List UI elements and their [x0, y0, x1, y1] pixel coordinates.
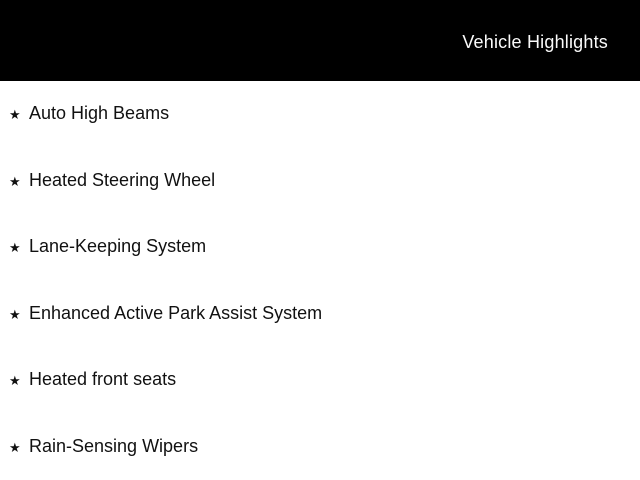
list-item — [0, 81, 640, 148]
list-item-label: Rain-Sensing Wipers — [29, 435, 199, 456]
star-icon: ★ — [9, 439, 21, 455]
list-item-label: Auto High Beams — [29, 103, 170, 124]
list-item — [0, 281, 640, 348]
star-icon: ★ — [9, 373, 21, 389]
highlight-list — [0, 81, 640, 480]
star-icon: ★ — [9, 173, 21, 189]
list-item-label: Heated front seats — [29, 369, 177, 390]
star-icon: ★ — [9, 107, 21, 123]
list-item-label: Enhanced Active Park Assist System — [29, 302, 323, 323]
list-item — [0, 414, 640, 480]
page-title: Vehicle Highlights — [462, 31, 608, 52]
list-item-label: Heated Steering Wheel — [29, 169, 216, 190]
list-item — [0, 214, 640, 281]
list-item-label: Lane-Keeping System — [29, 236, 207, 257]
list-item — [0, 148, 640, 215]
star-icon: ★ — [9, 240, 21, 256]
star-icon: ★ — [9, 306, 21, 322]
header-bar — [0, 0, 640, 81]
list-item — [0, 347, 640, 414]
